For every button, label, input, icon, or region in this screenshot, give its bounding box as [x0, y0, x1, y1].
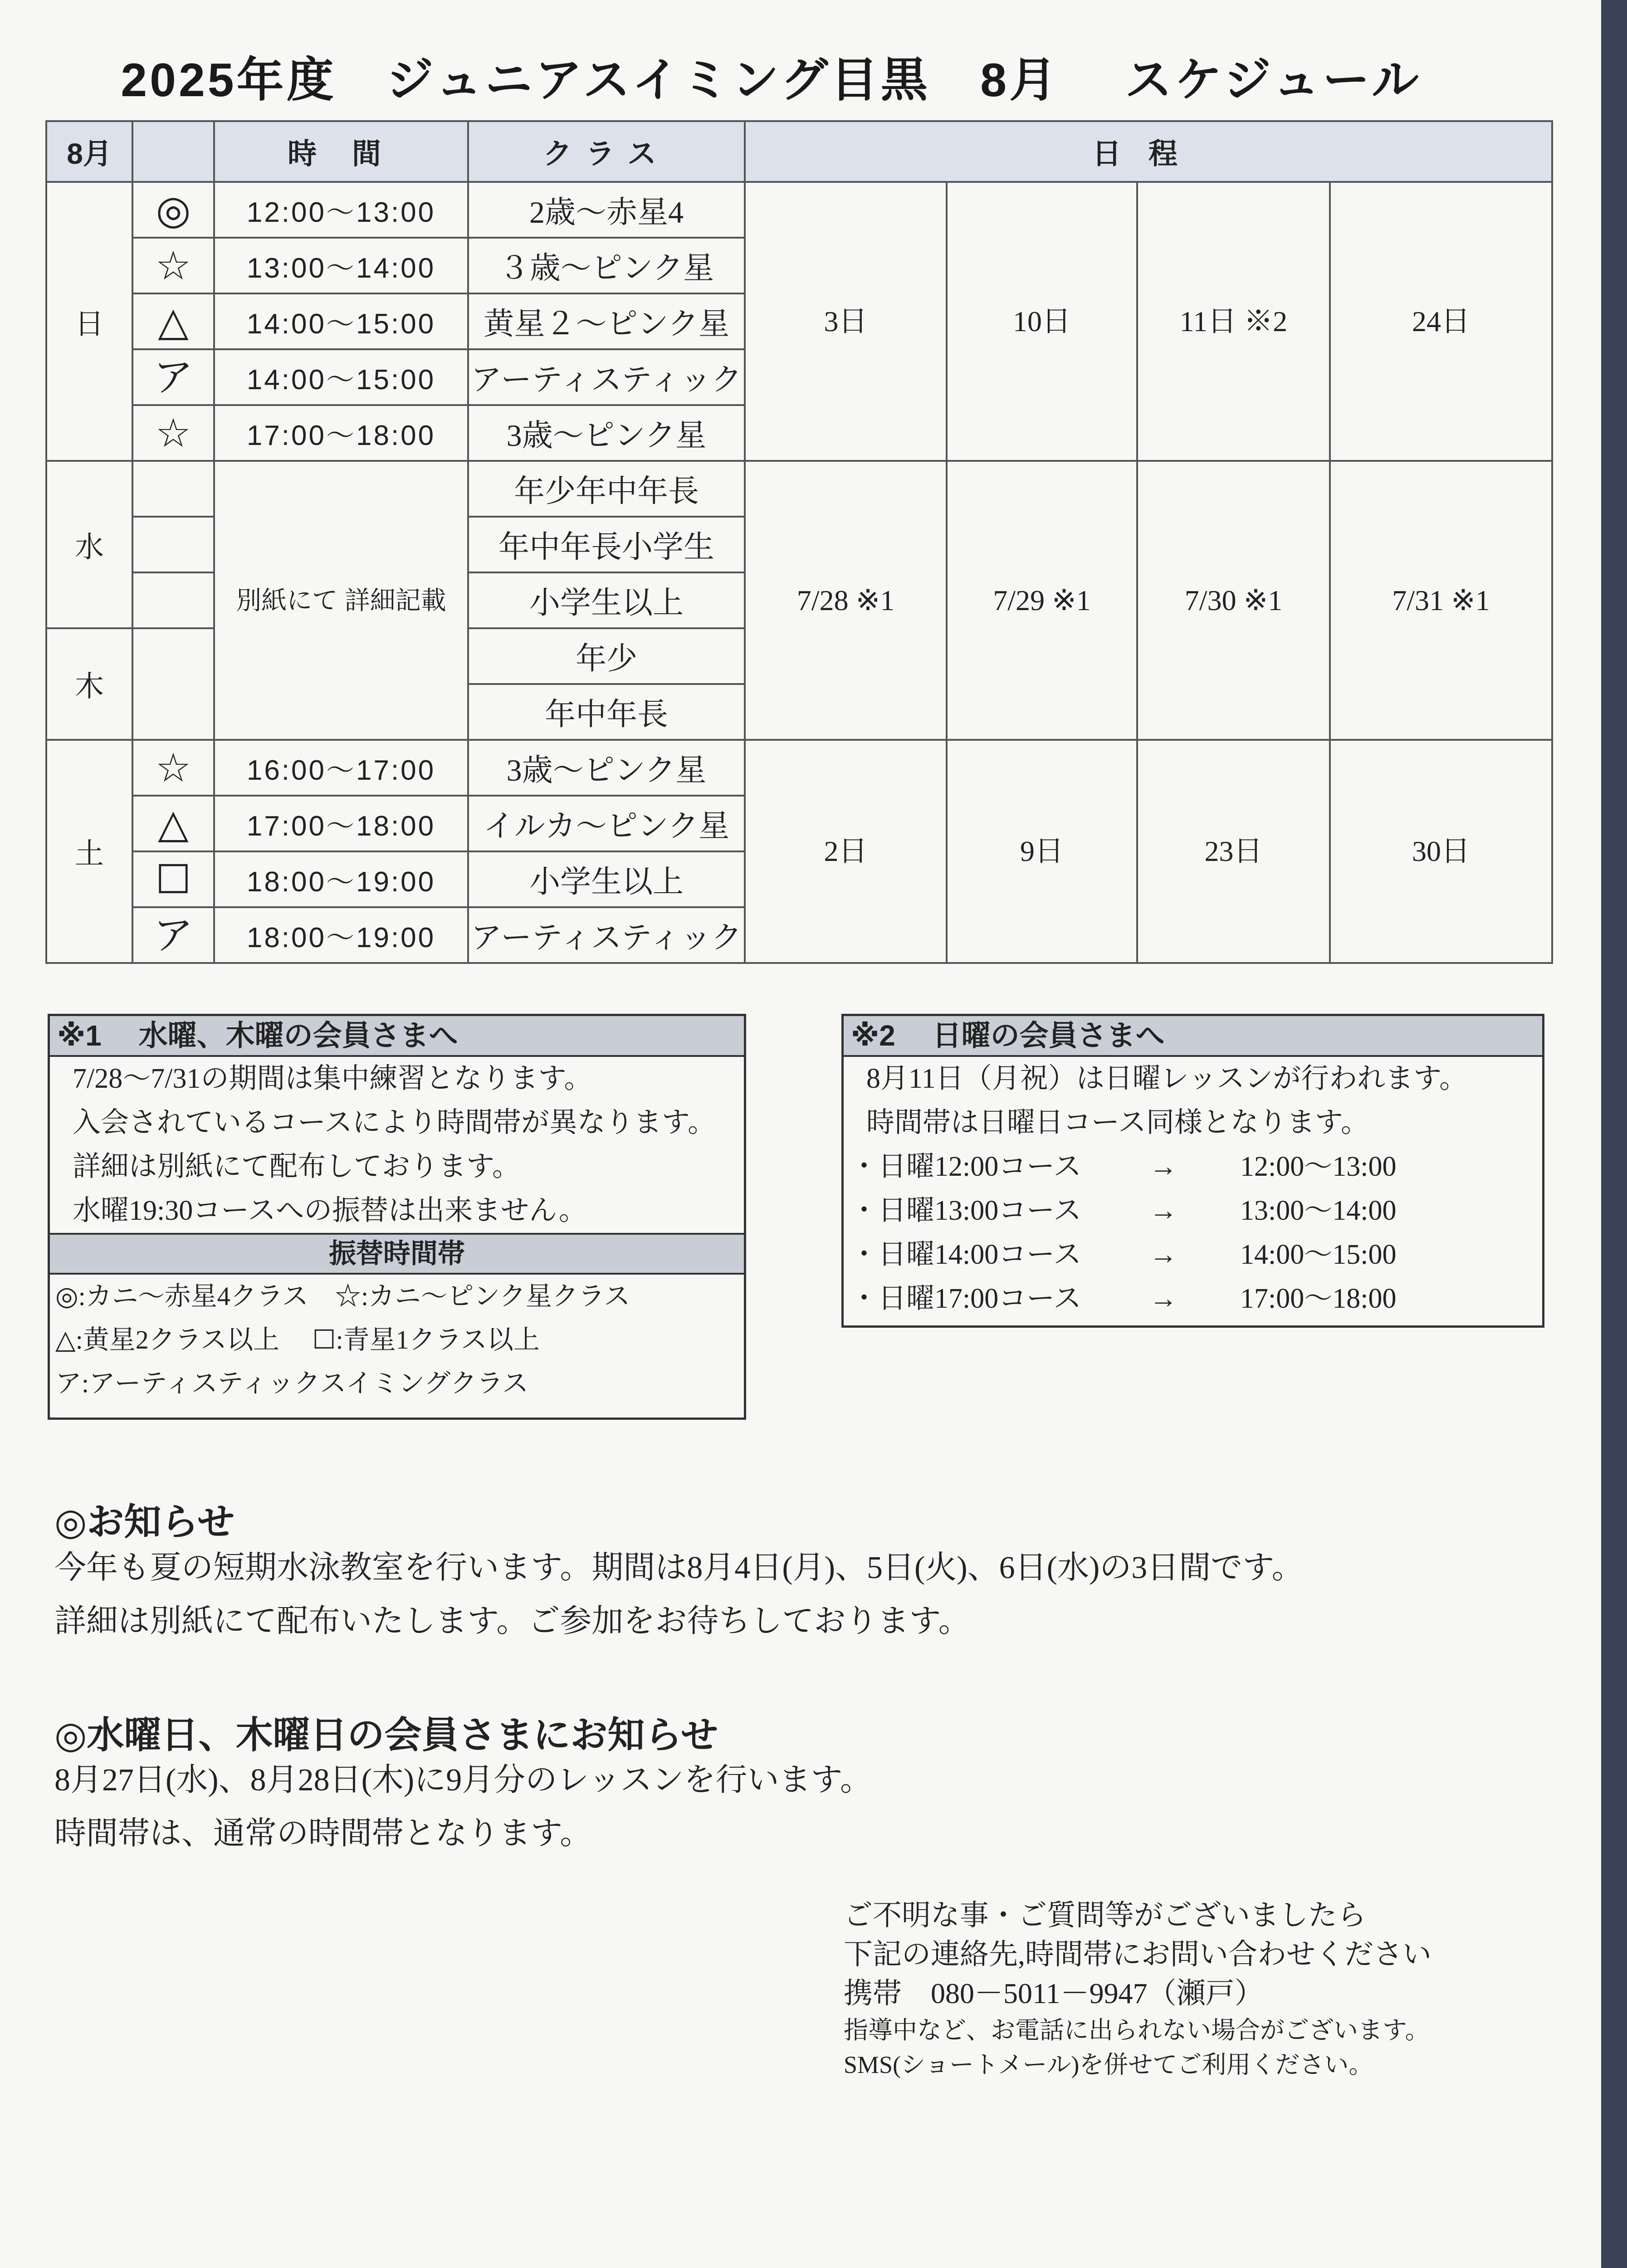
notice-body — [54, 1754, 872, 1861]
class-symbol: ☆ — [132, 238, 214, 293]
class-symbol: ア — [132, 907, 214, 963]
class-symbol: △ — [132, 796, 214, 851]
header-symbol — [132, 121, 214, 182]
page-title: 2025年度 ジュニアスイミング目黒 8月 スケジュール — [121, 54, 1422, 107]
time-slot: 16:00～17:00 — [214, 740, 468, 796]
class-name: 小学生以上 — [468, 851, 745, 907]
table-row — [46, 740, 1552, 796]
schedule-date: 30日 — [1330, 740, 1552, 963]
course-time-mapping — [844, 1145, 1542, 1189]
legend-line: ◎:カニ～赤星4クラス ☆:カニ～ピンク星クラス — [55, 1281, 630, 1311]
class-name: 年少年中年長 — [468, 461, 745, 517]
schedule-date: 11日 ※2 — [1137, 182, 1330, 461]
schedule-date: 10日 — [947, 182, 1137, 461]
schedule-table — [45, 120, 1553, 964]
transfer-slots-header: 振替時間帯 — [50, 1233, 744, 1275]
arrow-icon: → — [1149, 1239, 1177, 1270]
table-row — [46, 182, 1552, 238]
class-symbol-empty — [132, 572, 214, 628]
notice-body — [54, 1541, 1304, 1648]
contact-line: ご不明な事・ご質問等がございましたら — [844, 1899, 1366, 1931]
note1-line: 7/28～7/31の期間は集中練習となります。 — [73, 1063, 592, 1094]
class-symbol: ☆ — [132, 405, 214, 461]
course-time: 17:00～18:00 — [1240, 1283, 1397, 1314]
schedule-date: 24日 — [1330, 182, 1552, 461]
class-name: イルカ～ピンク星 — [468, 796, 745, 851]
schedule-date: 7/30 ※1 — [1137, 461, 1330, 740]
course-time: 13:00～14:00 — [1240, 1195, 1397, 1226]
schedule-date: 7/31 ※1 — [1330, 461, 1552, 740]
day-wednesday: 水 — [46, 461, 132, 628]
note1-line: 水曜19:30コースへの振替は出来ません。 — [73, 1195, 587, 1226]
notice-line: 詳細は別紙にて配布いたします。ご参加をお待ちしております。 — [54, 1604, 970, 1639]
note1-line: 詳細は別紙にて配布しております。 — [73, 1151, 521, 1182]
time-slot: 17:00～18:00 — [214, 796, 468, 851]
class-name: アーティスティック — [468, 907, 745, 963]
note2-line: 時間帯は日曜日コース同様となります。 — [866, 1107, 1369, 1138]
note2-header: ※2 日曜の会員さまへ — [844, 1016, 1542, 1057]
contact-line: SMS(ショートメール)を併せてご利用ください。 — [844, 2051, 1373, 2078]
class-name: 黄星２～ピンク星 — [468, 293, 745, 349]
class-symbol: ☐ — [132, 851, 214, 907]
class-name: ３歳～ピンク星 — [468, 238, 745, 293]
contact-phone: 携帯 080－5011－9947（瀬戸） — [844, 1977, 1264, 2009]
contact-line: 下記の連絡先,時間帯にお問い合わせください — [844, 1938, 1432, 1970]
time-slot: 18:00～19:00 — [214, 851, 468, 907]
schedule-date: 23日 — [1137, 740, 1330, 963]
note2-line: 8月11日（月祝）は日曜レッスンが行われます。 — [866, 1063, 1468, 1094]
course-name: ・日曜12:00コース — [850, 1151, 1082, 1182]
arrow-icon: → — [1149, 1195, 1177, 1226]
legend-line: ア:アーティスティックスイミングクラス — [55, 1369, 529, 1398]
course-time-mapping — [844, 1189, 1542, 1233]
class-name: 年中年長 — [468, 684, 745, 740]
schedule-date: 2日 — [745, 740, 947, 963]
time-slot: 14:00～15:00 — [214, 293, 468, 349]
header-time: 時 間 — [214, 121, 468, 182]
day-saturday: 土 — [46, 740, 132, 963]
schedule-date: 7/28 ※1 — [745, 461, 947, 740]
notice-line: 今年も夏の短期水泳教室を行います。期間は8月4日(月)、5日(火)、6日(水)の3日間です。 — [54, 1550, 1304, 1585]
class-name: 3歳～ピンク星 — [468, 405, 745, 461]
course-time: 12:00～13:00 — [1240, 1151, 1397, 1182]
class-symbol-empty — [132, 628, 214, 740]
table-header-row — [46, 121, 1552, 182]
note1-line: 入会されているコースにより時間帯が異なります。 — [73, 1107, 716, 1138]
class-symbol: ア — [132, 349, 214, 405]
class-name: 年中年長小学生 — [468, 517, 745, 572]
course-time-mapping — [844, 1277, 1542, 1321]
course-name: ・日曜17:00コース — [850, 1283, 1082, 1314]
contact-line: 指導中など、お電話に出られない場合がございます。 — [844, 2017, 1430, 2044]
time-slot: 13:00～14:00 — [214, 238, 468, 293]
course-name: ・日曜13:00コース — [850, 1195, 1082, 1226]
day-sunday: 日 — [46, 182, 132, 461]
course-name: ・日曜14:00コース — [850, 1239, 1082, 1270]
time-slot: 14:00～15:00 — [214, 349, 468, 405]
schedule-date: 7/29 ※1 — [947, 461, 1137, 740]
header-class: クラス — [468, 121, 745, 182]
arrow-icon: → — [1149, 1151, 1177, 1182]
arrow-icon: → — [1149, 1283, 1177, 1314]
notice-title: ◎お知らせ — [54, 1501, 235, 1543]
contact-info — [844, 1896, 1432, 2082]
class-symbol-empty — [132, 461, 214, 517]
time-slot: 12:00～13:00 — [214, 182, 468, 238]
day-thursday: 木 — [46, 628, 132, 740]
notice-title: ◎水曜日、木曜日の会員さまにお知らせ — [54, 1715, 718, 1756]
schedule-date: 9日 — [947, 740, 1137, 963]
note1-header: ※1 水曜、木曜の会員さまへ — [50, 1016, 744, 1057]
notice-line: 8月27日(水)、8月28日(木)に9月分のレッスンを行います。 — [54, 1763, 872, 1798]
note1-box — [48, 1014, 746, 1420]
class-symbol: △ — [132, 293, 214, 349]
time-slot: 18:00～19:00 — [214, 907, 468, 963]
table-row — [46, 461, 1552, 517]
class-symbol: ◎ — [132, 182, 214, 238]
notice-line: 時間帯は、通常の時間帯となります。 — [54, 1816, 592, 1851]
header-month: 8月 — [46, 121, 132, 182]
note2-box — [841, 1014, 1544, 1328]
class-name: 年少 — [468, 628, 745, 684]
time-slot: 17:00～18:00 — [214, 405, 468, 461]
class-symbol: ☆ — [132, 740, 214, 796]
see-separate-sheet-note: 別紙にて 詳細記載 — [214, 461, 468, 740]
class-name: 小学生以上 — [468, 572, 745, 628]
course-time: 14:00～15:00 — [1240, 1239, 1397, 1270]
class-name: 3歳～ピンク星 — [468, 740, 745, 796]
schedule-date: 3日 — [745, 182, 947, 461]
header-schedule: 日程 — [745, 121, 1552, 182]
legend-line: △:黄星2クラス以上 ☐:青星1クラス以上 — [55, 1325, 540, 1354]
class-name: アーティスティック — [468, 349, 745, 405]
class-symbol-empty — [132, 517, 214, 572]
course-time-mapping — [844, 1233, 1542, 1277]
class-name: 2歳～赤星4 — [468, 182, 745, 238]
